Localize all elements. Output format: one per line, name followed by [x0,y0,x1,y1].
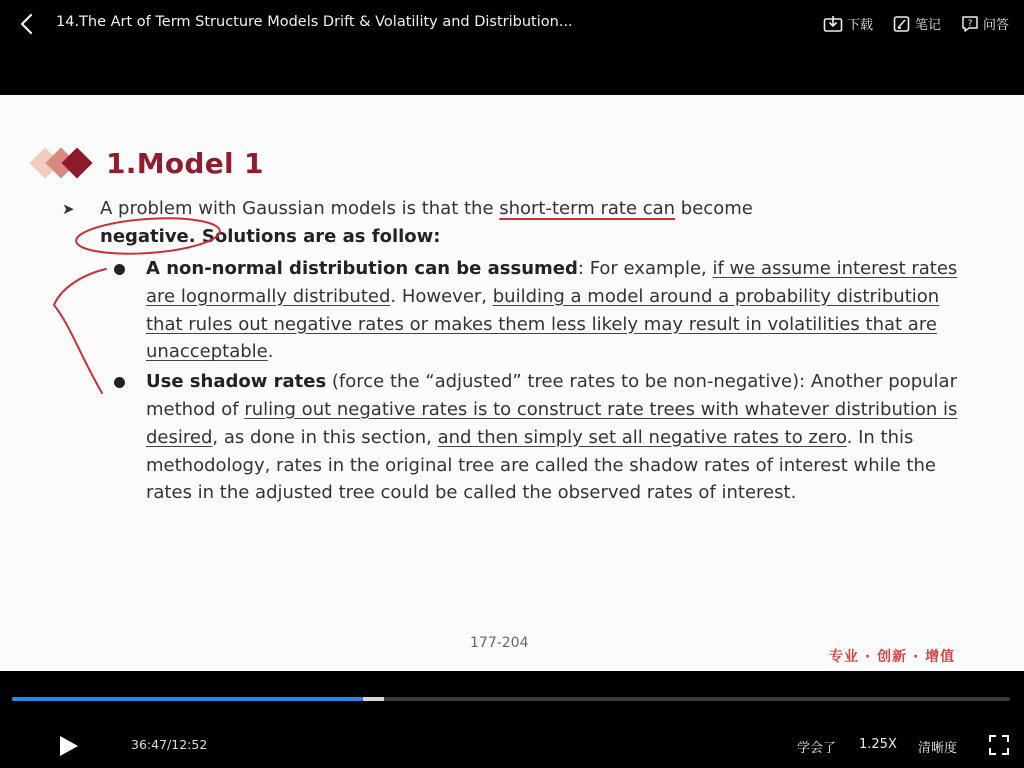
download-button[interactable] [823,14,873,33]
buffered-segment [363,697,384,701]
bullet-list [110,255,960,509]
qa-label: 问答 [983,18,1010,33]
download-icon [823,15,843,33]
played-segment [12,697,363,701]
current-time: 36:47 [131,737,168,752]
note-icon [893,15,911,33]
bullet-dot-icon [114,377,125,388]
play-icon [56,734,80,758]
fullscreen-icon [988,734,1010,756]
question-icon [961,15,979,33]
top-bar [0,0,1024,95]
brand-slogan: 专业 · 创新 · 增值 [829,649,956,665]
duration: 12:52 [171,737,208,752]
short-term-rate-highlight: short-term rate can [499,198,676,219]
video-title: 14.The Art of Term Structure Models Drift & Volatility and Distribution... [56,14,573,30]
download-label: 下载 [847,18,874,33]
list-item: A non-normal distribution can be assumed: For example, if we assume interest rates are lognormally distributed. However, building a model around a probability distribution that rules out negative rates or makes them less likely may result in volatilities that are unacceptable. [110,255,960,366]
arrow-bullet-icon: ➤ [62,200,75,218]
lead-paragraph: ➤ A problem with Gaussian models is that the short-term rate can become negative. Solutions are as follow: [66,195,946,251]
qa-button[interactable] [961,14,1009,33]
list-item: Use shadow rates (force the “adjusted” tree rates to be non-negative): Another popular method of ruling out negative rates is to construct rate trees with whatever distribution is desired, as done in this section, and then simply set all negative rates to zero. In this methodology, rates in the original tree are called the shadow rates of interest while the rates in the adjusted tree could be called the observed rates of interest. [110,368,960,507]
quality-button[interactable]: 清晰度 [918,741,958,756]
speed-button[interactable]: 1.25X [859,737,897,752]
playback-time: 36:47/12:52 [131,737,208,752]
play-button[interactable] [56,734,80,758]
back-button[interactable] [14,10,40,38]
progress-bar[interactable] [12,697,1010,701]
fullscreen-button[interactable] [988,734,1010,756]
video-player-controls [0,671,1024,768]
slide-heading [28,143,264,183]
slide-content [0,95,1024,671]
negative-word: negative. [100,226,196,247]
learned-button[interactable]: 学会了 [797,741,837,756]
notes-label: 笔记 [915,18,942,33]
chevron-left-icon [14,10,40,38]
page-number: 177-204 [470,635,529,651]
bullet-dot-icon [114,264,125,275]
diamond-bullet-icon [28,143,100,183]
notes-button[interactable] [893,14,941,33]
slide-title: 1.Model 1 [106,146,264,180]
svg-text:?: ? [967,18,973,29]
